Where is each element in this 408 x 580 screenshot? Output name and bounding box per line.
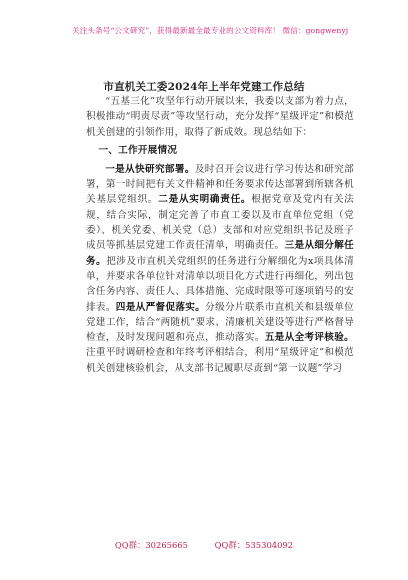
point-5-text: 注重平时调研检查和年终考评相结合，利用“星级评定”和模范机关创建核验机会，从支部书记履职尽责到“第一议题”学习	[86, 347, 354, 374]
point-2-lead: 二是从实明确责任。	[158, 194, 252, 206]
promo-banner-text: 关注头条号“公文研究”，获得最新最全最专业的公文资料库！ 微信：gongwenyj	[72, 26, 349, 35]
promo-banner	[0, 0, 408, 58]
point-1-text: 及时召开会议进行学习传达和研究部署，第一时间把有关文件精神和任务要求传达部署到所辖各机关基层党组织。	[86, 163, 355, 206]
work-paragraph	[86, 162, 354, 376]
document-title: 市直机关工委2024年上半年党建工作总结	[103, 81, 305, 93]
point-3-lead: 三是从细分解任务。	[86, 240, 355, 267]
document-body	[86, 94, 354, 376]
footer-qq-2: QQ群：535304092	[214, 540, 294, 550]
footer-qq-1: QQ群：30265665	[114, 540, 188, 550]
point-1-lead: 一是从快研究部署。	[105, 163, 195, 175]
point-2-text: 根据党章及党内有关法规，结合实际，制定完善了市直工委以及市直单位党组（党委）、机关党委、机关党（总）支部和对应党组织书记及班子成员等抓基层党建工作责任清单，明确责任。	[86, 194, 355, 252]
point-3-text: 把涉及市直机关党组织的任务进行分解细化为x项具体清单，并要求各单位针对清单以项目化方式进行再细化，列出包含任务内容、责任人、具体措施、完成时限等可逐项销号的安排表。	[86, 255, 354, 313]
footer-contact	[0, 539, 408, 553]
point-4-lead: 四是从严督促落实。	[115, 301, 206, 313]
intro-paragraph: “五基三化”攻坚年行动开展以来，我委以支部为着力点，积极推动“明责尽责”等攻坚行动，充分发挥“星级评定”和模范机关创建的引领作用，取得了新成效。现总结如下：	[86, 96, 354, 138]
point-5-lead: 五是从全考评核验。	[264, 332, 355, 344]
section-heading: 一、工作开展情况	[98, 144, 178, 156]
point-4-text: 分级分片联系市直机关和县级单位党建工作，结合“两随机”要求、清廉机关建设等进行严格督导检查，及时发现问题和亮点，推动落实。	[86, 301, 355, 344]
